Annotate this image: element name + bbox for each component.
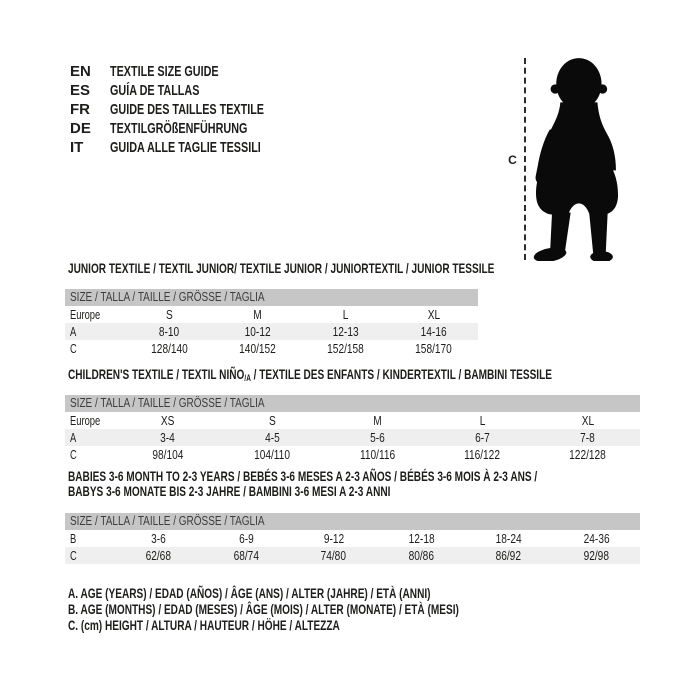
row-label: Europe (70, 307, 101, 322)
height-measure-label: C (508, 153, 517, 167)
language-row-de (70, 119, 324, 138)
table-cell: XL (581, 413, 594, 428)
table-cell: 74/80 (321, 548, 347, 563)
table-cell: 12-18 (408, 531, 435, 546)
language-code: FR (70, 101, 90, 118)
row-label: C (70, 341, 77, 356)
table-row (65, 429, 640, 446)
baby-silhouette-icon (531, 55, 635, 261)
row-label: A (70, 430, 77, 445)
size-header-bar: SIZE / TALLA / TAILLE / GRÖSSE / TAGLIA (65, 395, 640, 412)
language-row-en (70, 62, 324, 81)
table-cell: L (342, 307, 349, 322)
language-code: DE (70, 120, 91, 137)
language-code: IT (70, 139, 84, 156)
row-label: Europe (70, 413, 101, 428)
language-label: TEXTILGRÖßENFÜHRUNG (110, 120, 248, 137)
table-cell: 158/170 (415, 341, 453, 356)
table-row (65, 306, 478, 323)
table-cell: S (269, 413, 276, 428)
size-header-bar: SIZE / TALLA / TAILLE / GRÖSSE / TAGLIA (65, 289, 478, 306)
table-row (65, 530, 640, 547)
table-cell: XS (160, 413, 175, 428)
table-cell: 68/74 (233, 548, 259, 563)
height-measure-dotted-line (524, 58, 526, 260)
table-row (65, 412, 640, 429)
table-cell: M (253, 307, 262, 322)
table-cell: 6-9 (238, 531, 254, 546)
table-cell: S (165, 307, 173, 322)
table-cell: 80/86 (408, 548, 434, 563)
babies-size-table (65, 513, 640, 564)
table-cell: 7-8 (580, 430, 595, 445)
language-label: TEXTILE SIZE GUIDE (110, 63, 219, 80)
table-cell: 24-36 (583, 531, 610, 546)
table-cell: M (373, 413, 382, 428)
junior-section-title: JUNIOR TEXTILE / TEXTIL JUNIOR/ TEXTILE JUNIOR / JUNIORTEXTIL / JUNIOR TESSILE (68, 260, 495, 276)
language-label: GUÍA DE TALLAS (110, 82, 200, 99)
language-label: GUIDE DES TAILLES TEXTILE (110, 101, 265, 118)
legend-notes (68, 585, 611, 633)
language-list (70, 62, 324, 157)
table-row (65, 323, 478, 340)
table-row (65, 446, 640, 463)
row-label: A (70, 324, 77, 339)
table-cell: 110/116 (359, 447, 396, 462)
table-cell: 98/104 (151, 447, 184, 462)
language-row-fr (70, 100, 324, 119)
table-cell: 3-4 (160, 430, 175, 445)
table-cell: 18-24 (495, 531, 522, 546)
figure-height-measure (505, 53, 650, 268)
babies-section-title: BABIES 3-6 MONTH TO 2-3 YEARS / BEBÉS 3-6 MESES A 2-3 AÑOS / BÉBÉS 3-6 MOIS À 2-3 ANS / BABYS 3-6 MONATE BIS 2-3 JAHRE / BAMBINI 3-6 MESI A 2-3 ANNI (68, 468, 538, 499)
table-cell: 92/98 (583, 548, 609, 563)
note-b: B. AGE (MONTHS) / EDAD (MESES) / ÂGE (MOIS) / ALTER (MONATE) / ETÀ (MESI) (68, 601, 459, 617)
row-label: C (70, 548, 77, 563)
table-cell: 104/110 (254, 447, 291, 462)
note-c: C. (cm) HEIGHT / ALTURA / HAUTEUR / HÖHE / ALTEZZA (68, 617, 340, 633)
table-cell: XL (427, 307, 441, 322)
table-cell: 116/122 (464, 447, 501, 462)
table-cell: 12-13 (332, 324, 359, 339)
language-label: GUIDA ALLE TAGLIE TESSILI (110, 139, 261, 156)
table-cell: 140/152 (239, 341, 276, 356)
language-code: ES (70, 82, 91, 99)
children-size-table (65, 395, 640, 463)
language-row-es (70, 81, 324, 100)
row-label: B (70, 531, 77, 546)
row-label: C (70, 447, 77, 462)
table-row (65, 547, 640, 564)
junior-size-table (65, 289, 478, 357)
title-subscript: /A (244, 373, 251, 383)
table-cell: 5-6 (370, 430, 385, 445)
table-cell: L (479, 413, 486, 428)
table-cell: 6-7 (475, 430, 490, 445)
note-a: A. AGE (YEARS) / EDAD (AÑOS) / ÂGE (ANS) / ALTER (JAHRE) / ETÀ (ANNI) (68, 585, 431, 601)
size-header-bar: SIZE / TALLA / TAILLE / GRÖSSE / TAGLIA (65, 513, 640, 530)
table-cell: 3-6 (151, 531, 167, 546)
language-code: EN (70, 63, 91, 80)
table-cell: 14-16 (420, 324, 447, 339)
table-cell: 8-10 (158, 324, 180, 339)
table-row (65, 340, 478, 357)
table-cell: 4-5 (265, 430, 280, 445)
table-cell: 152/158 (327, 341, 364, 356)
language-row-it (70, 138, 324, 157)
table-cell: 9-12 (323, 531, 344, 546)
table-cell: 122/128 (569, 447, 606, 462)
table-cell: 86/92 (496, 548, 522, 563)
table-cell: 10-12 (244, 324, 271, 339)
table-cell: 128/140 (150, 341, 188, 356)
table-cell: 62/68 (146, 548, 172, 563)
children-section-title: CHILDREN'S TEXTILE / TEXTIL NIÑO/A / TEXTILE DES ENFANTS / KINDERTEXTIL / BAMBINI TESSILE (68, 366, 552, 383)
